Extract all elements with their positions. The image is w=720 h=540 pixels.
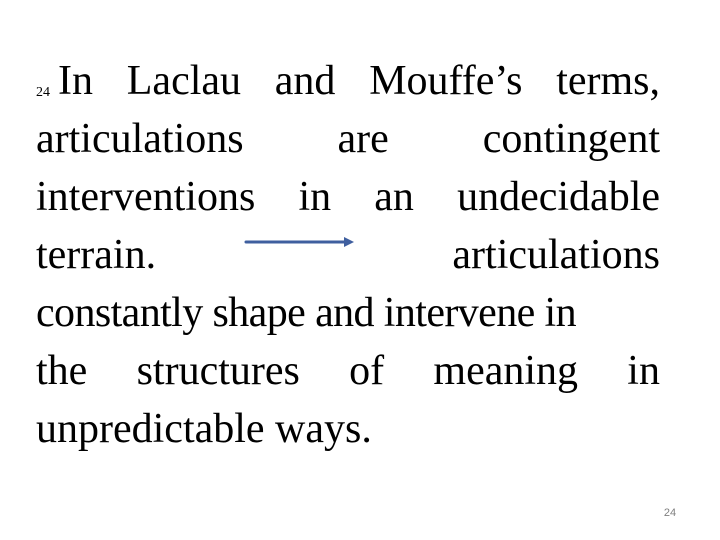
word: undecidable	[457, 174, 660, 220]
word: terms,	[556, 58, 660, 104]
word: meaning	[433, 348, 579, 394]
word: structures	[136, 348, 300, 394]
word: Mouffe’s	[369, 58, 523, 104]
word: are	[337, 116, 389, 162]
text-line-3	[36, 168, 660, 226]
word: an	[374, 174, 414, 220]
footnote-marker: 24	[36, 85, 50, 100]
word: Laclau	[126, 58, 242, 104]
text-line-6	[36, 342, 660, 400]
arrow-head	[344, 237, 354, 247]
word: In	[58, 58, 93, 104]
word: in	[627, 348, 660, 394]
word: interventions	[36, 174, 256, 220]
word: terrain.	[36, 232, 157, 278]
word: the	[36, 348, 88, 394]
text-line-2	[36, 110, 660, 168]
word: articulations	[36, 116, 244, 162]
word: articulations	[452, 232, 660, 278]
right-arrow-icon	[244, 233, 356, 251]
text-line-7: unpredictable ways.	[36, 406, 372, 452]
word: in	[298, 174, 332, 220]
text-line-1	[36, 52, 660, 110]
text-line-5: constantly shape and intervene in	[36, 290, 577, 336]
word: contingent	[482, 116, 660, 162]
page-number: 24	[663, 507, 677, 519]
word: and	[274, 58, 336, 104]
right-arrow-icon-svg	[244, 233, 356, 251]
word: of	[349, 348, 385, 394]
